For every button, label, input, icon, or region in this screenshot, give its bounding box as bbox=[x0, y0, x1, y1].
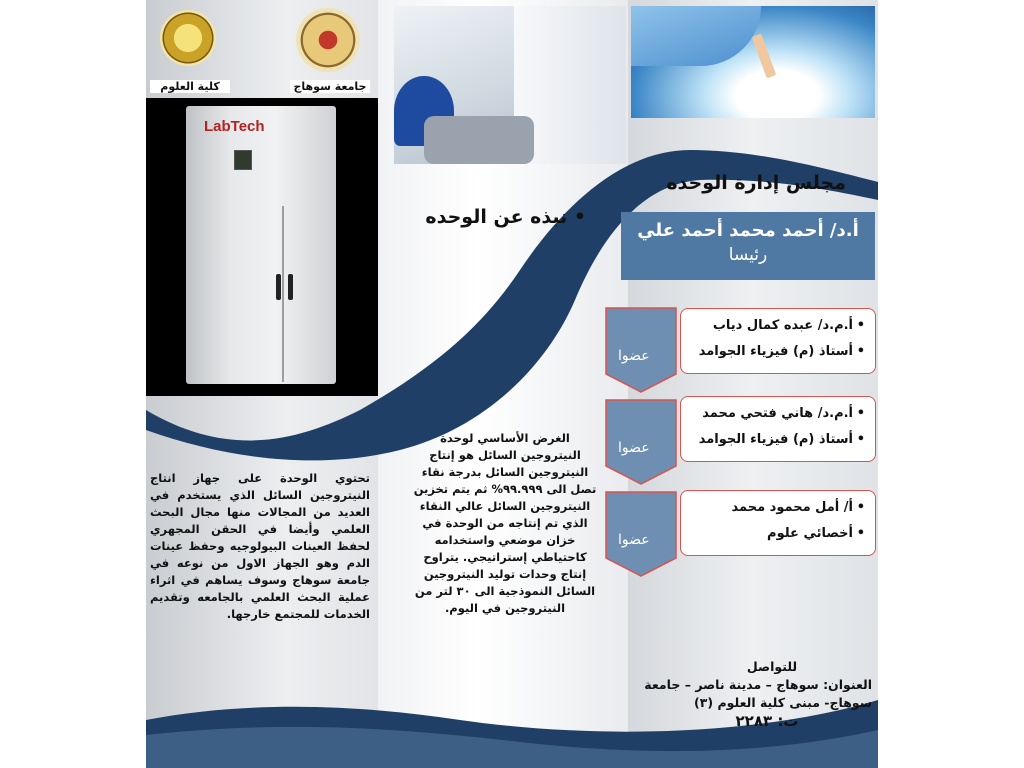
member-3-title: • أخصائي علوم bbox=[689, 521, 853, 547]
contact-heading: للتواصل bbox=[746, 659, 798, 674]
device-handle bbox=[276, 274, 281, 300]
left-description: تحتوي الوحدة على جهاز انتاج النيتروجين السائل الذي يستخدم في العديد من المجالات منها مجال البحث العلمي وأيضا في الحقن المجهري لحفظ العينات البيولوجيه وحفظ عينات الدم وهو الجهاز الاول من نوعه في جامعة سوهاج وسوف يساهم في اثراء عملية البحث العلمي بالجامعه وتقديم الخدمات للمجتمع خارجها. bbox=[150, 471, 370, 621]
member-1-name: • أ.م.د/ عبده كمال دياب bbox=[689, 313, 853, 339]
device-brand-label: LabTech bbox=[204, 118, 265, 135]
member-2-box bbox=[680, 396, 876, 462]
device-door-seam bbox=[282, 206, 284, 382]
board-title: مجلس إدارة الوحده bbox=[666, 172, 846, 194]
member-1-box bbox=[680, 308, 876, 374]
chair-role: رئيسا bbox=[728, 245, 768, 265]
member-3-box bbox=[680, 490, 876, 556]
member-3-badge: عضوا bbox=[618, 532, 650, 548]
chair-box bbox=[621, 212, 875, 280]
lab-scientist-photo bbox=[394, 6, 626, 164]
cryo-vial bbox=[752, 34, 776, 79]
middle-description: الغرض الأساسي لوحدة النيتروجين السائل هو إنتاج النيتروجين السائل بدرجة نقاء تصل الى ٩٩.٩٩٩% ثم يتم تخزين النيتروجين السائل عالي النقاء الذي تم إنتاجه من الوحدة في خزان موضعي واستخدامه كاحتياطي إستراتيجي. يتراوح إنتاج وحدات توليد النيتروجين السائل النموذجية الى ٣٠ لتر من النيتروجين في اليوم. bbox=[413, 431, 597, 615]
contact-phone: ت: ٢٢٨٣ bbox=[735, 712, 799, 730]
faculty-logo bbox=[160, 10, 216, 66]
chair-name: أ.د/ أحمد محمد أحمد علي bbox=[637, 220, 859, 241]
member-2-title: • أستاذ (م) فيزياء الجوامد bbox=[689, 427, 853, 453]
member-1-title: • أستاذ (م) فيزياء الجوامد bbox=[689, 339, 853, 365]
university-logo bbox=[296, 8, 360, 72]
member-3-name: • أ/ أمل محمود محمد bbox=[689, 495, 853, 521]
labtech-device-photo bbox=[146, 98, 378, 396]
about-heading: • نبذه عن الوحده bbox=[425, 206, 586, 228]
contact-address: العنوان: سوهاج – مدينة ناصر – جامعة سوهاج- مبنى كلية العلوم (٣) bbox=[644, 677, 872, 710]
cryo-glove bbox=[631, 6, 761, 66]
university-logo-caption: جامعة سوهاج bbox=[290, 80, 370, 93]
member-2-name: • أ.م.د/ هاني فتحي محمد bbox=[689, 401, 853, 427]
contact-block bbox=[632, 658, 872, 730]
member-2-badge: عضوا bbox=[618, 440, 650, 456]
device-display bbox=[234, 150, 252, 170]
device-cabinet bbox=[186, 106, 336, 384]
device-handle bbox=[288, 274, 293, 300]
cryo-vial-photo bbox=[631, 6, 875, 118]
member-1-badge: عضوا bbox=[618, 348, 650, 364]
faculty-logo-caption: كلية العلوم bbox=[150, 80, 230, 93]
dewar-base bbox=[424, 116, 534, 164]
